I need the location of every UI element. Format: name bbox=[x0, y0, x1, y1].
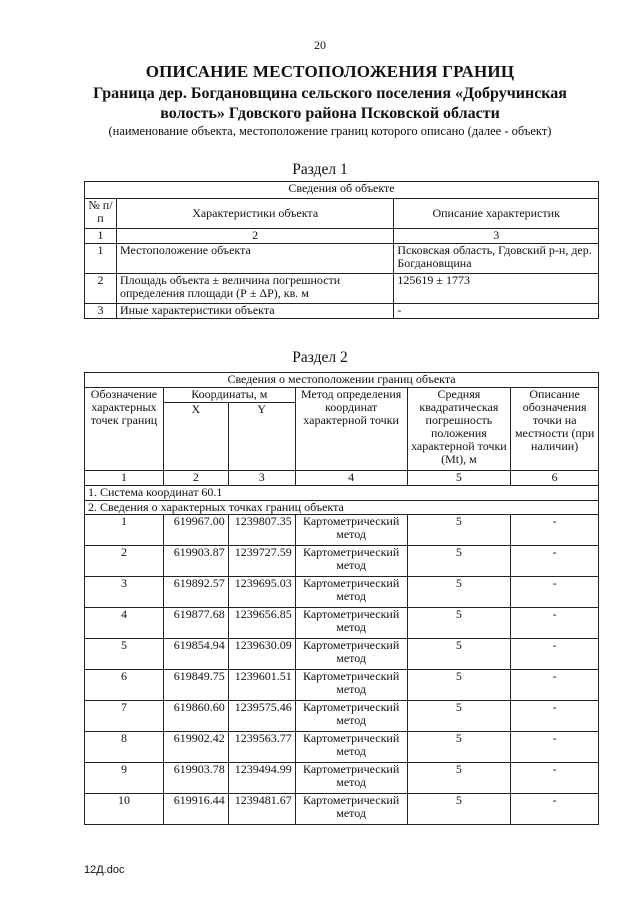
table-row bbox=[85, 670, 599, 701]
point-accuracy: 5 bbox=[407, 546, 511, 577]
header-accuracy: Средняя квадратическая погрешность положения характерной точки (Mt), м bbox=[407, 388, 511, 471]
col-number-1: 1 bbox=[85, 471, 164, 486]
table-row bbox=[85, 608, 599, 639]
row-value: - bbox=[394, 304, 599, 319]
point-y: 1239601.51 bbox=[228, 670, 295, 701]
point-description: - bbox=[511, 794, 599, 825]
row-characteristic: Местоположение объекта bbox=[116, 244, 393, 274]
point-description: - bbox=[511, 639, 599, 670]
point-description: - bbox=[511, 701, 599, 732]
point-y: 1239630.09 bbox=[228, 639, 295, 670]
point-description: - bbox=[511, 763, 599, 794]
table-row bbox=[85, 274, 599, 304]
point-accuracy: 5 bbox=[407, 639, 511, 670]
point-x: 619903.78 bbox=[163, 763, 228, 794]
table-row bbox=[85, 763, 599, 794]
point-accuracy: 5 bbox=[407, 515, 511, 546]
point-id: 7 bbox=[85, 701, 164, 732]
section-2-title: Раздел 2 bbox=[292, 349, 348, 366]
point-id: 9 bbox=[85, 763, 164, 794]
point-x: 619849.75 bbox=[163, 670, 228, 701]
row-number: 2 bbox=[85, 274, 117, 304]
point-id: 3 bbox=[85, 577, 164, 608]
header-x: X bbox=[163, 403, 228, 471]
col-number-4: 4 bbox=[295, 471, 407, 486]
point-id: 4 bbox=[85, 608, 164, 639]
header-point-designation: Обозначение характерных точек границ bbox=[85, 388, 164, 471]
header-method: Метод определения координат характерной точки bbox=[295, 388, 407, 471]
col-number-2: 2 bbox=[116, 229, 393, 244]
table-row bbox=[85, 304, 599, 319]
point-id: 10 bbox=[85, 794, 164, 825]
point-id: 6 bbox=[85, 670, 164, 701]
header-coordinates: Координаты, м bbox=[163, 388, 295, 403]
header-point-description: Описание обозначения точки на местности (при наличии) bbox=[511, 388, 599, 471]
header-number: № п/п bbox=[85, 199, 117, 229]
col-number-1: 1 bbox=[85, 229, 117, 244]
point-y: 1239481.67 bbox=[228, 794, 295, 825]
table-row bbox=[85, 577, 599, 608]
point-description: - bbox=[511, 577, 599, 608]
point-description: - bbox=[511, 546, 599, 577]
object-name: Граница дер. Богдановщина сельского поселения «Добручинская волость» Гдовского района Псковской области bbox=[93, 85, 567, 122]
point-description: - bbox=[511, 732, 599, 763]
point-x: 619860.60 bbox=[163, 701, 228, 732]
point-y: 1239656.85 bbox=[228, 608, 295, 639]
point-x: 619854.94 bbox=[163, 639, 228, 670]
point-method: Картометрический метод bbox=[295, 546, 407, 577]
point-id: 5 bbox=[85, 639, 164, 670]
point-x: 619877.68 bbox=[163, 608, 228, 639]
point-method: Картометрический метод bbox=[295, 794, 407, 825]
file-name: 12Д.doc bbox=[84, 864, 125, 876]
point-description: - bbox=[511, 608, 599, 639]
points-section-row: 2. Сведения о характерных точках границ объекта bbox=[85, 501, 599, 515]
point-y: 1239727.59 bbox=[228, 546, 295, 577]
boundary-table-title: Сведения о местоположении границ объекта bbox=[85, 373, 599, 388]
point-accuracy: 5 bbox=[407, 763, 511, 794]
point-accuracy: 5 bbox=[407, 701, 511, 732]
point-y: 1239494.99 bbox=[228, 763, 295, 794]
point-id: 8 bbox=[85, 732, 164, 763]
point-x: 619902.42 bbox=[163, 732, 228, 763]
point-y: 1239807.35 bbox=[228, 515, 295, 546]
table-row bbox=[85, 794, 599, 825]
table-row bbox=[85, 515, 599, 546]
point-accuracy: 5 bbox=[407, 794, 511, 825]
point-method: Картометрический метод bbox=[295, 670, 407, 701]
object-note: (наименование объекта, местоположение границ которого описано (далее - объект) bbox=[108, 124, 552, 138]
header-characteristics: Характеристики объекта bbox=[116, 199, 393, 229]
point-x: 619892.57 bbox=[163, 577, 228, 608]
point-id: 1 bbox=[85, 515, 164, 546]
col-number-2: 2 bbox=[163, 471, 228, 486]
header-y: Y bbox=[228, 403, 295, 471]
document-title: ОПИСАНИЕ МЕСТОПОЛОЖЕНИЯ ГРАНИЦ bbox=[145, 62, 515, 81]
col-number-3: 3 bbox=[228, 471, 295, 486]
point-method: Картометрический метод bbox=[295, 577, 407, 608]
col-number-3: 3 bbox=[394, 229, 599, 244]
header-description: Описание характеристик bbox=[394, 199, 599, 229]
section-1-title: Раздел 1 bbox=[292, 161, 348, 178]
point-method: Картометрический метод bbox=[295, 732, 407, 763]
point-method: Картометрический метод bbox=[295, 701, 407, 732]
point-x: 619903.87 bbox=[163, 546, 228, 577]
point-x: 619916.44 bbox=[163, 794, 228, 825]
row-value: Псковская область, Гдовский р-н, дер. Богдановщина bbox=[394, 244, 599, 274]
object-info-table bbox=[84, 181, 599, 319]
point-method: Картометрический метод bbox=[295, 639, 407, 670]
point-accuracy: 5 bbox=[407, 608, 511, 639]
row-number: 3 bbox=[85, 304, 117, 319]
page-number: 20 bbox=[314, 38, 326, 52]
point-description: - bbox=[511, 515, 599, 546]
coordinate-system-row: 1. Система координат 60.1 bbox=[85, 486, 599, 501]
point-method: Картометрический метод bbox=[295, 763, 407, 794]
point-y: 1239563.77 bbox=[228, 732, 295, 763]
point-y: 1239575.46 bbox=[228, 701, 295, 732]
point-y: 1239695.03 bbox=[228, 577, 295, 608]
table-row bbox=[85, 701, 599, 732]
point-accuracy: 5 bbox=[407, 577, 511, 608]
point-accuracy: 5 bbox=[407, 732, 511, 763]
table-row bbox=[85, 546, 599, 577]
col-number-6: 6 bbox=[511, 471, 599, 486]
boundary-points-table bbox=[84, 372, 599, 825]
point-id: 2 bbox=[85, 546, 164, 577]
point-method: Картометрический метод bbox=[295, 608, 407, 639]
object-info-table-title: Сведения об объекте bbox=[85, 182, 599, 199]
point-method: Картометрический метод bbox=[295, 515, 407, 546]
row-value: 125619 ± 1773 bbox=[394, 274, 599, 304]
table-row bbox=[85, 732, 599, 763]
point-description: - bbox=[511, 670, 599, 701]
point-accuracy: 5 bbox=[407, 670, 511, 701]
col-number-5: 5 bbox=[407, 471, 511, 486]
row-characteristic: Площадь объекта ± величина погрешности определения площади (Р ± ΔР), кв. м bbox=[116, 274, 393, 304]
point-x: 619967.00 bbox=[163, 515, 228, 546]
row-number: 1 bbox=[85, 244, 117, 274]
table-row bbox=[85, 244, 599, 274]
row-characteristic: Иные характеристики объекта bbox=[116, 304, 393, 319]
table-row bbox=[85, 639, 599, 670]
